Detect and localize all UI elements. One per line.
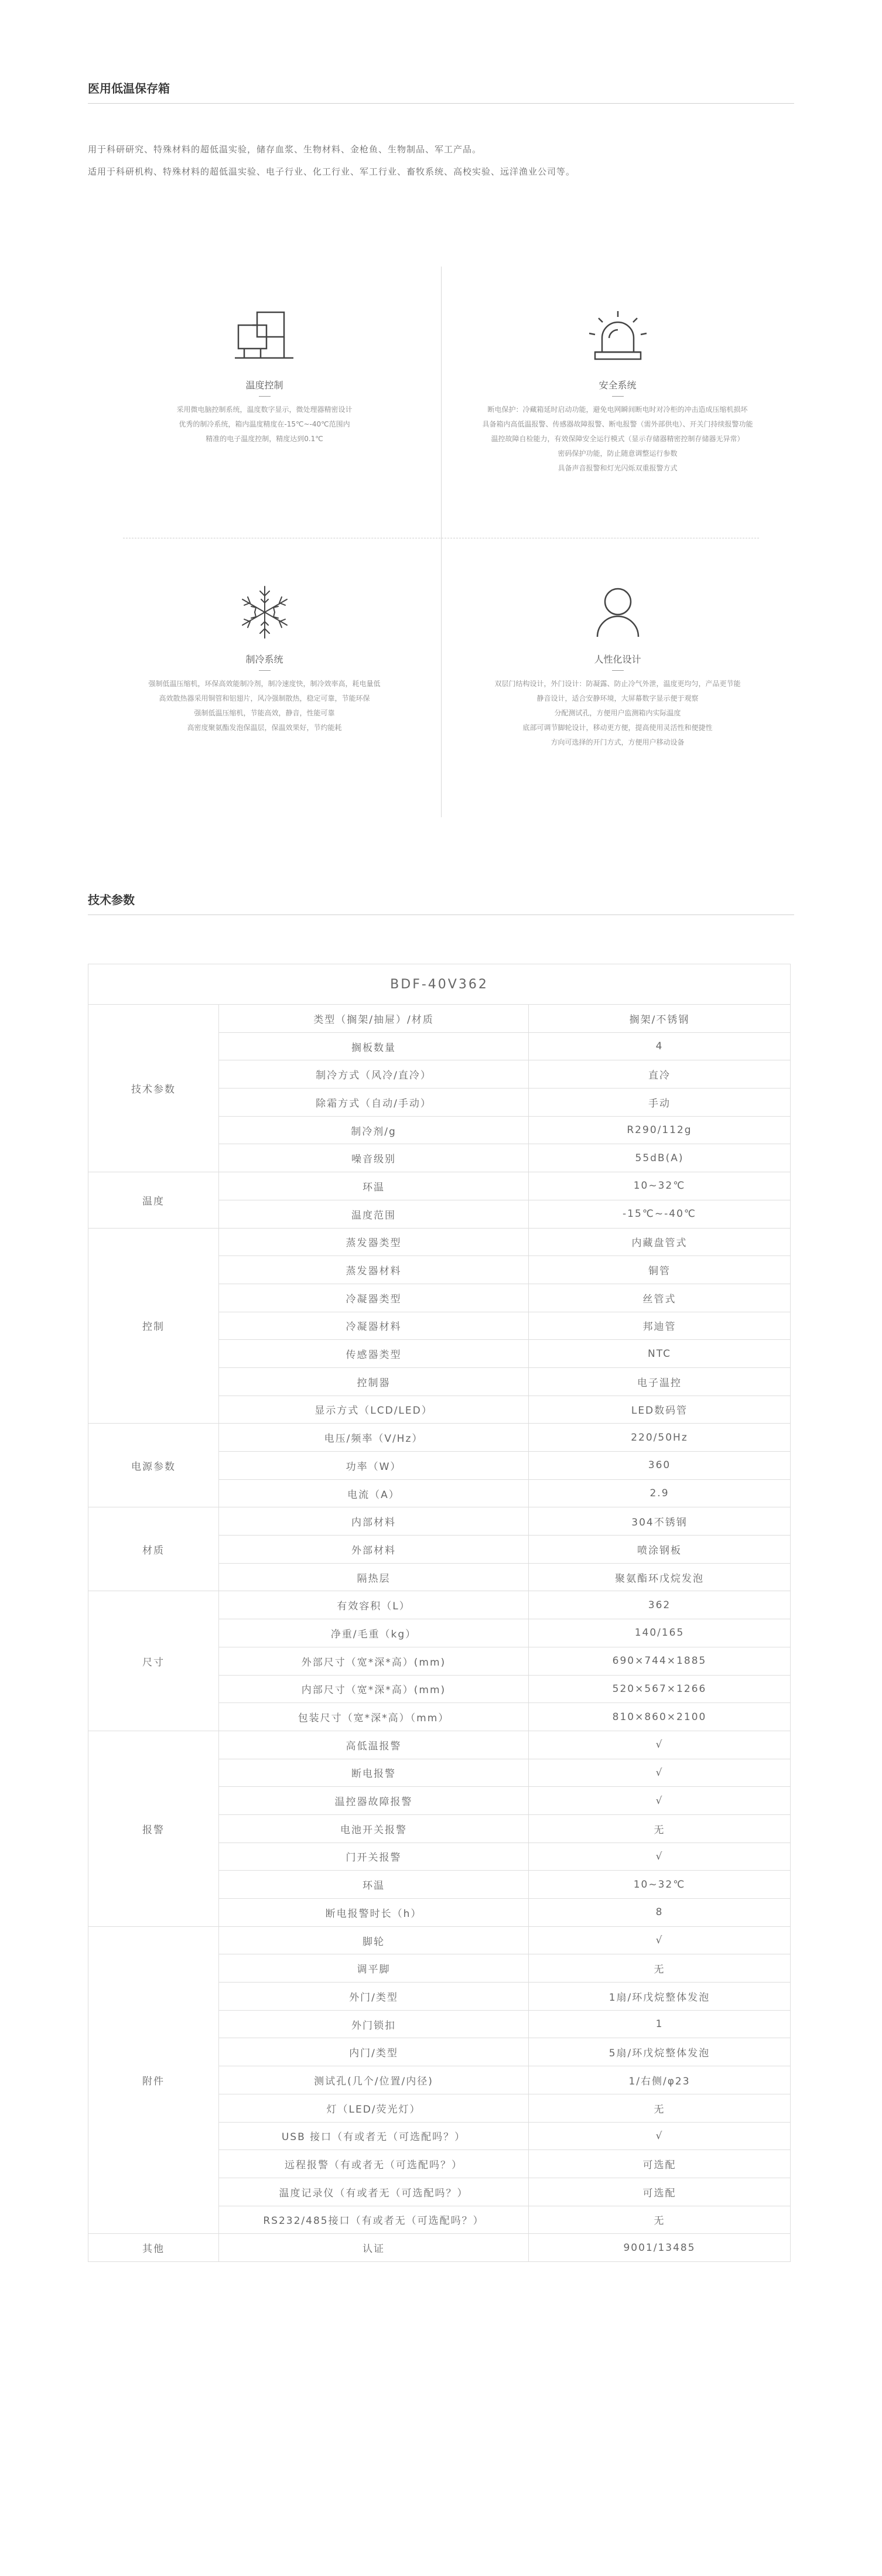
value-cell: 10~32℃ <box>529 1172 791 1200</box>
value-cell: 内藏盘管式 <box>529 1228 791 1256</box>
item-cell: 温控器故障报警 <box>219 1787 529 1815</box>
spec-table <box>88 964 791 2262</box>
value-cell: 手动 <box>529 1089 791 1117</box>
item-cell: 电流（A） <box>219 1479 529 1507</box>
value-cell: 220/50Hz <box>529 1424 791 1452</box>
value-cell: 丝管式 <box>529 1284 791 1312</box>
value-cell: 铜管 <box>529 1256 791 1284</box>
title-underline <box>259 396 271 397</box>
value-cell: √ <box>529 1759 791 1787</box>
item-cell: 包装尺寸（宽*深*高）（mm） <box>219 1703 529 1731</box>
value-cell: 直冷 <box>529 1060 791 1089</box>
category-cell: 电源参数 <box>88 1424 219 1507</box>
feature-title: 人性化设计 <box>594 654 641 665</box>
item-cell: 隔热层 <box>219 1563 529 1591</box>
value-cell: 1 <box>529 2010 791 2038</box>
value-cell: 360 <box>529 1452 791 1480</box>
snowflake-icon <box>233 583 297 642</box>
item-cell: 外门锁扣 <box>219 2010 529 2038</box>
item-cell: 内门/类型 <box>219 2038 529 2066</box>
value-cell: 810×860×2100 <box>529 1703 791 1731</box>
table-row <box>88 2234 791 2262</box>
item-cell: 温度范围 <box>219 1200 529 1228</box>
feature-line: 密码保护功能，防止随意调整运行参数 <box>558 449 678 458</box>
item-cell: 脚轮 <box>219 1926 529 1954</box>
item-cell: 制冷剂/g <box>219 1116 529 1144</box>
feature-temperature-control <box>88 309 441 446</box>
monitor-icon <box>233 309 297 367</box>
item-cell: 噪音级别 <box>219 1144 529 1172</box>
feature-safety-system <box>441 309 794 476</box>
item-cell: 灯（LED/荧光灯） <box>219 2094 529 2122</box>
intro-line-1: 用于科研研究、特殊材料的超低温实验，储存血浆、生物材料、金枪鱼、生物制品、军工产品。 <box>88 144 482 155</box>
item-cell: USB 接口（有或者无（可选配吗？） <box>219 2122 529 2150</box>
value-cell: 可选配 <box>529 2150 791 2178</box>
item-cell: 蒸发器材料 <box>219 1256 529 1284</box>
value-cell: 55dB(A) <box>529 1144 791 1172</box>
item-cell: 内部材料 <box>219 1507 529 1536</box>
feature-line: 静音设计，适合安静环境，大屏幕数字显示便于观察 <box>536 694 699 702</box>
value-cell: 聚氨酯环戊烷发泡 <box>529 1563 791 1591</box>
item-cell: 门开关报警 <box>219 1843 529 1871</box>
intro-text <box>88 138 794 183</box>
item-cell: 搁板数量 <box>219 1032 529 1060</box>
value-cell: 5扇/环戊烷整体发泡 <box>529 2038 791 2066</box>
section-title-specs: 技术参数 <box>88 890 794 915</box>
value-cell: 140/165 <box>529 1619 791 1647</box>
value-cell: 无 <box>529 2094 791 2122</box>
category-cell: 温度 <box>88 1172 219 1228</box>
feature-title: 制冷系统 <box>245 654 283 665</box>
category-cell: 技术参数 <box>88 1005 219 1172</box>
user-icon <box>586 583 650 642</box>
intro-line-2: 适用于科研机构、特殊材料的超低温实验、电子行业、化工行业、军工行业、畜牧系统、高校实验、远洋渔业公司等。 <box>88 166 576 177</box>
item-cell: 环温 <box>219 1172 529 1200</box>
value-cell: √ <box>529 2122 791 2150</box>
value-cell: √ <box>529 1926 791 1954</box>
feature-line: 精准的电子温度控制，精度达到0.1℃ <box>206 435 323 443</box>
item-cell: 除霜方式（自动/手动） <box>219 1089 529 1117</box>
item-cell: 认证 <box>219 2234 529 2262</box>
feature-line: 方向可选择的开门方式，方便用户移动设备 <box>551 738 685 746</box>
item-cell: 断电报警时长（h） <box>219 1899 529 1927</box>
category-cell: 其他 <box>88 2234 219 2262</box>
value-cell: R290/112g <box>529 1116 791 1144</box>
item-cell: 外门/类型 <box>219 1983 529 2011</box>
table-row <box>88 1005 791 1033</box>
model-header: BDF-40V362 <box>88 964 791 1005</box>
value-cell: LED数码管 <box>529 1396 791 1424</box>
value-cell: √ <box>529 1843 791 1871</box>
table-row <box>88 1926 791 1954</box>
value-cell: 1扇/环戊烷整体发泡 <box>529 1983 791 2011</box>
value-cell: √ <box>529 1787 791 1815</box>
value-cell: 可选配 <box>529 2178 791 2206</box>
item-cell: 测试孔(几个/位置/内径) <box>219 2066 529 2094</box>
item-cell: 断电报警 <box>219 1759 529 1787</box>
title-underline <box>612 670 624 671</box>
value-cell: 喷涂钢板 <box>529 1536 791 1564</box>
feature-refrigeration-system <box>88 583 441 735</box>
title-underline <box>612 396 624 397</box>
feature-line: 强制低温压缩机，环保高效能制冷剂，制冷速度快，制冷效率高，耗电量低 <box>148 680 381 688</box>
item-cell: 控制器 <box>219 1367 529 1396</box>
value-cell: 无 <box>529 2206 791 2234</box>
item-cell: 冷凝器材料 <box>219 1312 529 1340</box>
value-cell: 520×567×1266 <box>529 1675 791 1703</box>
alarm-light-icon <box>586 309 650 367</box>
item-cell: 外部材料 <box>219 1536 529 1564</box>
feature-line: 温控故障自检能力，有效保障安全运行模式（显示存储器精密控制存储器无异常） <box>491 435 744 443</box>
table-row <box>88 1172 791 1200</box>
category-cell: 报警 <box>88 1731 219 1926</box>
value-cell: 8 <box>529 1899 791 1927</box>
feature-line: 具备箱内高低温报警、传感器故障报警、断电报警（需外部供电）、开关门持续报警功能 <box>482 420 753 428</box>
feature-line: 高密度聚氨酯发泡保温层，保温效果好，节约能耗 <box>187 724 342 732</box>
feature-line: 高效散热器采用铜管和铝翅片，风冷强制散热，稳定可靠，节能环保 <box>159 694 370 702</box>
feature-line: 底部可调节脚轮设计，移动更方便，提高使用灵活性和便捷性 <box>522 724 713 732</box>
table-row <box>88 1591 791 1619</box>
item-cell: 类型（搁架/抽屉）/材质 <box>219 1005 529 1033</box>
item-cell: 环温 <box>219 1871 529 1899</box>
table-row <box>88 1731 791 1759</box>
value-cell: 690×744×1885 <box>529 1647 791 1675</box>
feature-humanized-design <box>441 583 794 750</box>
item-cell: 外部尺寸（宽*深*高）(mm) <box>219 1647 529 1675</box>
item-cell: 制冷方式（风冷/直冷） <box>219 1060 529 1089</box>
feature-title: 温度控制 <box>245 380 283 391</box>
item-cell: 蒸发器类型 <box>219 1228 529 1256</box>
feature-line: 强制低温压缩机，节能高效，静音，性能可靠 <box>194 709 335 717</box>
feature-line: 双层门结构设计，外门设计：防凝露、防止冷气外泄，温度更均匀，产品更节能 <box>494 680 741 688</box>
feature-line: 优秀的制冷系统，箱内温度精度在-15℃~-40℃范围内 <box>179 420 350 428</box>
section-title-product: 医用低温保存箱 <box>88 79 794 104</box>
feature-line: 采用微电脑控制系统，温度数字显示，微处理器精密设计 <box>176 405 353 414</box>
item-cell: 功率（W） <box>219 1452 529 1480</box>
value-cell: NTC <box>529 1340 791 1368</box>
feature-line: 断电保护：冷藏箱延时启动功能，避免电网瞬间断电时对冷柜的冲击造成压缩机损坏 <box>487 405 748 414</box>
value-cell: 1/右侧/φ23 <box>529 2066 791 2094</box>
item-cell: 传感器类型 <box>219 1340 529 1368</box>
value-cell: 邦迪管 <box>529 1312 791 1340</box>
features-grid <box>88 267 794 817</box>
item-cell: 净重/毛重（kg） <box>219 1619 529 1647</box>
item-cell: 冷凝器类型 <box>219 1284 529 1312</box>
value-cell: 无 <box>529 1954 791 1983</box>
value-cell: 9001/13485 <box>529 2234 791 2262</box>
item-cell: 温度记录仪（有或者无（可选配吗？） <box>219 2178 529 2206</box>
value-cell: 304不锈钢 <box>529 1507 791 1536</box>
value-cell: 无 <box>529 1814 791 1843</box>
table-row <box>88 1228 791 1256</box>
value-cell: 4 <box>529 1032 791 1060</box>
item-cell: 显示方式（LCD/LED） <box>219 1396 529 1424</box>
category-cell: 控制 <box>88 1228 219 1424</box>
category-cell: 尺寸 <box>88 1591 219 1731</box>
table-row <box>88 1507 791 1536</box>
value-cell: √ <box>529 1731 791 1759</box>
feature-title: 安全系统 <box>599 380 637 391</box>
feature-line: 分配测试孔，方便用户监测箱内实际温度 <box>554 709 681 717</box>
feature-line: 具备声音报警和灯光闪烁双重报警方式 <box>558 464 678 472</box>
item-cell: 高低温报警 <box>219 1731 529 1759</box>
item-cell: 远程报警（有或者无（可选配吗？） <box>219 2150 529 2178</box>
value-cell: 362 <box>529 1591 791 1619</box>
item-cell: 电压/频率（V/Hz） <box>219 1424 529 1452</box>
item-cell: 调平脚 <box>219 1954 529 1983</box>
value-cell: 搁架/不锈钢 <box>529 1005 791 1033</box>
table-row <box>88 964 791 1005</box>
table-row <box>88 1424 791 1452</box>
value-cell: 电子温控 <box>529 1367 791 1396</box>
value-cell: 2.9 <box>529 1479 791 1507</box>
item-cell: 内部尺寸（宽*深*高）(mm) <box>219 1675 529 1703</box>
category-cell: 附件 <box>88 1926 219 2234</box>
item-cell: 有效容积（L） <box>219 1591 529 1619</box>
value-cell: 10~32℃ <box>529 1871 791 1899</box>
value-cell: -15℃~-40℃ <box>529 1200 791 1228</box>
item-cell: RS232/485接口（有或者无（可选配吗？） <box>219 2206 529 2234</box>
title-underline <box>259 670 271 671</box>
item-cell: 电池开关报警 <box>219 1814 529 1843</box>
category-cell: 材质 <box>88 1507 219 1591</box>
